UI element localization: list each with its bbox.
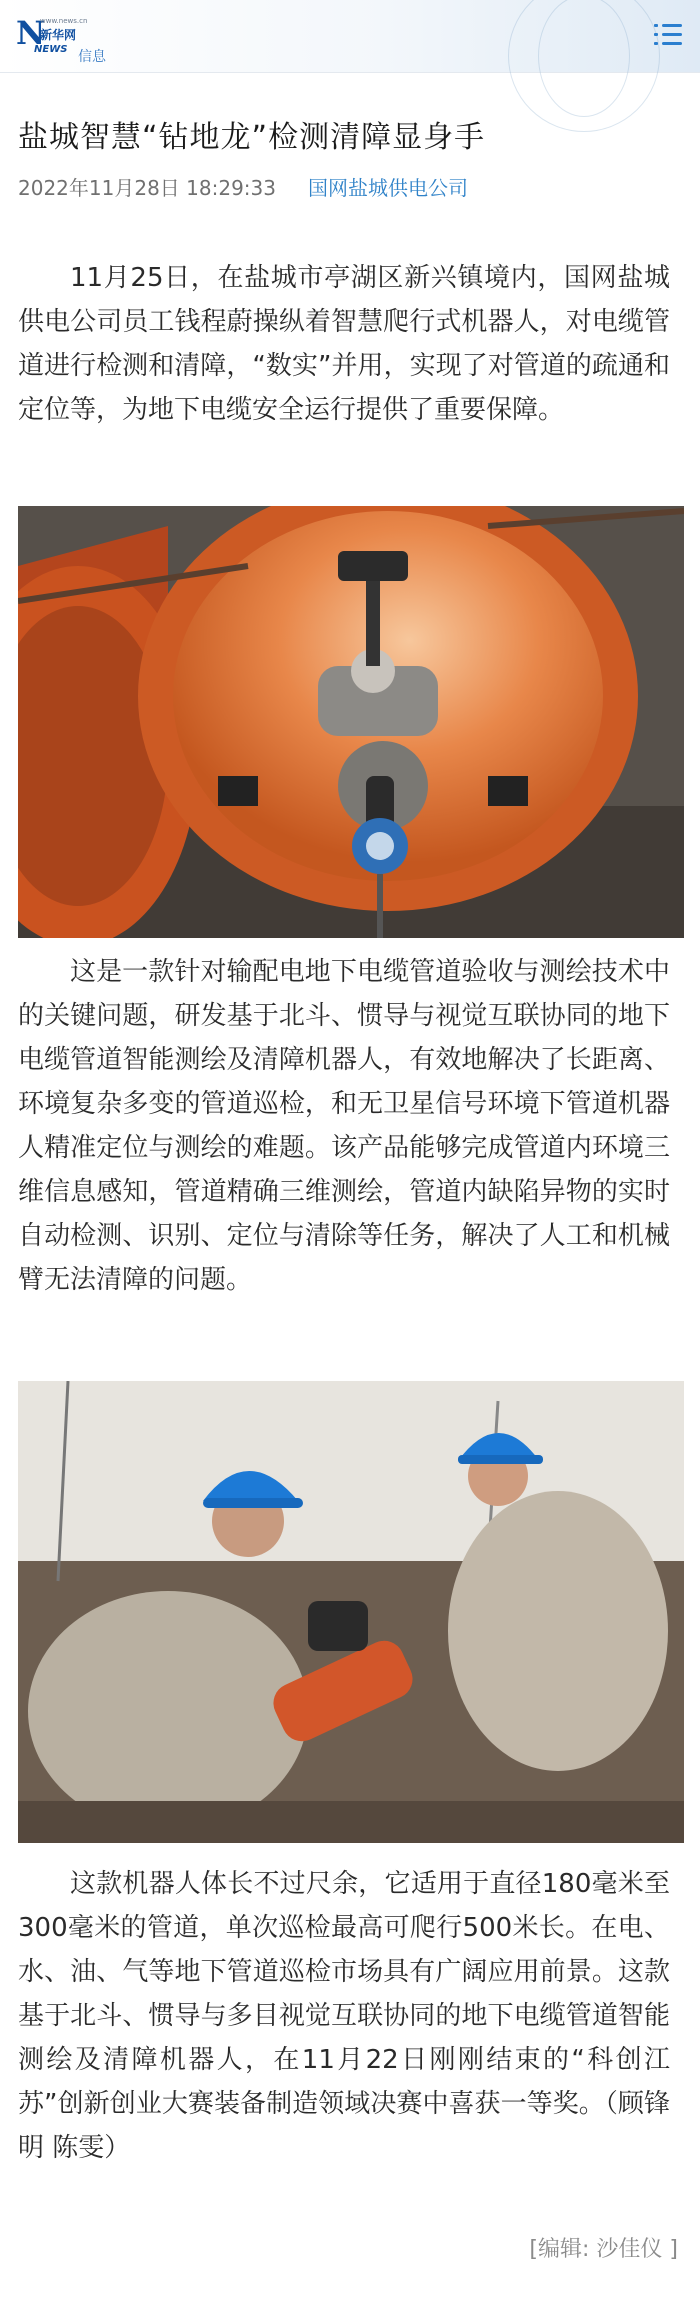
logo-news: NEWS bbox=[34, 44, 68, 55]
article-source-link[interactable]: 国网盐城供电公司 bbox=[308, 176, 468, 200]
globe-decoration-inner bbox=[538, 0, 630, 117]
article-paragraph-1: 11月25日，在盐城市亭湖区新兴镇境内，国网盐城供电公司员工钱程蔚操纵着智慧爬行式机器人，对电缆管道进行检测和清障，“数实”并用，实现了对管道的疏通和定位等，为地下电缆安全运行提供了重要保障。 bbox=[18, 263, 670, 425]
robot-in-pipe-photo bbox=[18, 506, 684, 938]
menu-bar bbox=[662, 33, 682, 36]
logo-letter: N bbox=[16, 14, 46, 52]
article-paragraph-2: 这是一款针对输配电地下电缆管道验收与测绘技术中的关键问题，研发基于北斗、惯导与视觉互联协同的地下电缆管道智能测绘及清障机器人，有效地解决了长距离、环境复杂多变的管道巡检，和无卫星信号环境下管道机器人精准定位与测绘的难题。该产品能够完成管道内环境三维信息感知，管道精确三维测绘，管道内缺陷异物的实时自动检测、识别、定位与清除等任务，解决了人工和机械臂无法清障的问题。 bbox=[18, 957, 670, 1295]
menu-dot bbox=[654, 33, 658, 36]
menu-bar bbox=[662, 24, 682, 27]
logo-info: 信息 bbox=[78, 49, 106, 65]
article-paragraph-3: 这款机器人体长不过尺余，它适用于直径180毫米至300毫米的管道，单次巡检最高可爬行500米长。在电、水、油、气等地下管道巡检市场具有广阔应用前景。这款基于北斗、惯导与多目视觉互联协同的地下电缆管道智能测绘及清障机器人，在11月22日刚刚结束的“科创江苏”创新创业大赛装备制造领域决赛中喜获一等奖。（顾锋明 陈雯） bbox=[18, 1869, 670, 2163]
menu-icon[interactable] bbox=[654, 22, 682, 48]
article-title: 盐城智慧“钻地龙”检测清障显身手 bbox=[18, 120, 486, 155]
pipe-robot-image bbox=[18, 506, 684, 938]
logo-url: www.news.cn bbox=[40, 17, 88, 25]
xinhua-logo[interactable] bbox=[16, 14, 126, 65]
menu-dot bbox=[654, 42, 658, 45]
app-header bbox=[0, 0, 700, 73]
menu-bar bbox=[662, 42, 682, 45]
article-datetime: 2022年11月28日 18:29:33 bbox=[18, 176, 276, 200]
editor-credit: [编辑: 沙佳仪 ] bbox=[529, 2237, 678, 2262]
logo-brand: 新华网 bbox=[40, 28, 77, 42]
workers-operating-robot-photo bbox=[18, 1381, 684, 1843]
menu-dot bbox=[654, 24, 658, 27]
workers-image bbox=[18, 1381, 684, 1843]
